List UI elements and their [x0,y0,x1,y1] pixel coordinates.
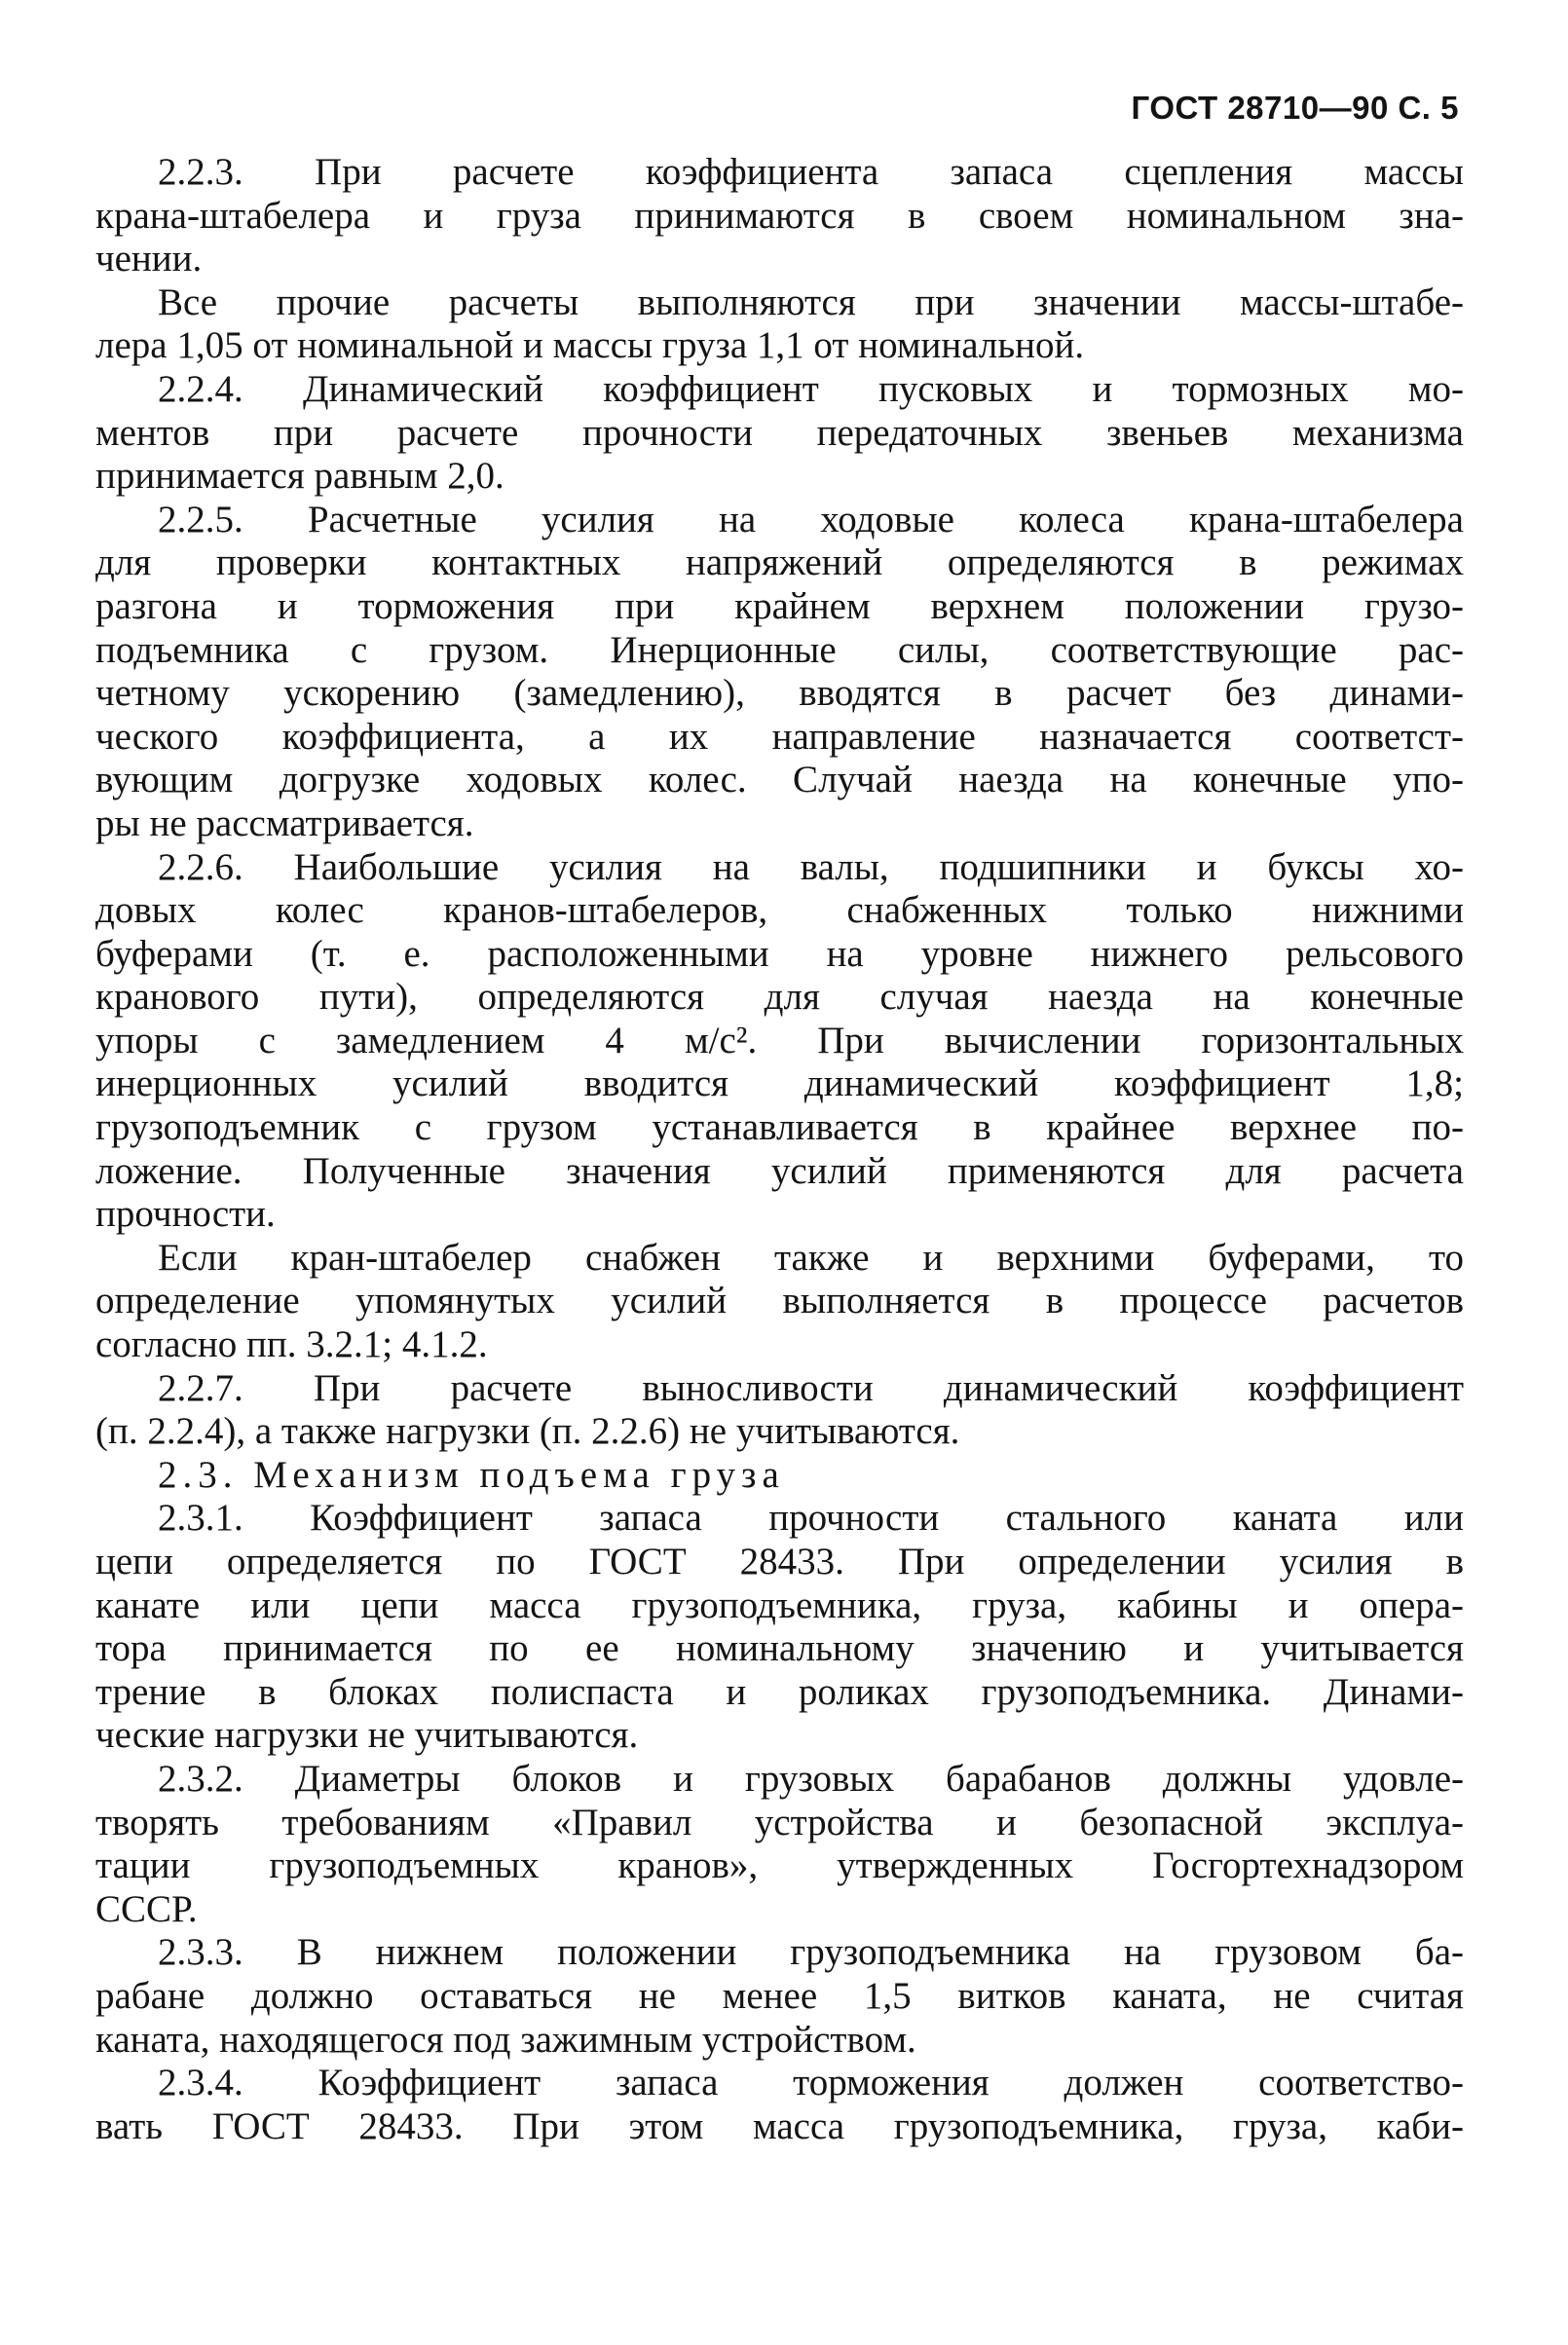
text-line: подъемника с грузом. Инерционные силы, соответствующие рас- [95,628,1464,671]
text-line: СССР. [95,1887,198,1930]
text-line: (п. 2.2.4), а также нагрузки (п. 2.2.6) не учитываются. [95,1410,960,1453]
text-line: рабане должно оставаться не менее 1,5 витков каната, не считая [95,1974,1464,2017]
text-line: 2.2.5. Расчетные усилия на ходовые колеса крана-штабелера [158,498,1464,540]
text-line: ры не рассматривается. [95,801,474,844]
text-line: буферами (т. е. расположенными на уровне нижнего рельсового [95,932,1464,975]
text-line: ментов при расчете прочности передаточных звеньев механизма [95,411,1464,454]
text-line: тации грузоподъемных кранов», утвержденных Госгортехнадзором [95,1844,1464,1887]
text-line: четному ускорению (замедлению), вводятся в расчет без динами- [95,672,1464,715]
text-line: чении. [95,238,203,280]
text-line: 2.2.3. При расчете коэффициента запаса сцепления массы [158,151,1464,193]
text-line: прочности. [95,1193,276,1236]
text-line: 2.3.1. Коэффициент запаса прочности стального каната или [158,1497,1464,1540]
text-line: 2.2.4. Динамический коэффициент пусковых и тормозных мо- [158,367,1464,410]
text-line: вать ГОСТ 28433. При этом масса грузоподъемника, груза, каби- [95,2104,1464,2147]
text-line: Все прочие расчеты выполняются при значении массы-штабе- [158,280,1464,323]
text-line: цепи определяется по ГОСТ 28433. При определении усилия в [95,1541,1464,1582]
text-line: ческие нагрузки не учитываются. [95,1714,639,1757]
text-line: инерционных усилий вводится динамический коэффициент 1,8; [95,1062,1464,1105]
text-line: 2.3.2. Диаметры блоков и грузовых барабанов должны удовле- [158,1757,1464,1800]
text-line: ложение. Полученные значения усилий применяются для расчета [95,1149,1464,1192]
text-line: согласно пп. 3.2.1; 4.1.2. [95,1323,488,1366]
text-line: вующим догрузке ходовых колес. Случай наезда на конечные упо- [95,759,1464,801]
text-line: 2.3.4. Коэффициент запаса торможения должен соответство- [158,2062,1464,2104]
text-line: 2.2.7. При расчете выносливости динамический коэффициент [158,1366,1464,1409]
page-header: ГОСТ 28710—90 С. 5 [1131,90,1459,126]
text-line: для проверки контактных напряжений определяются в режимах [95,541,1464,584]
text-line: Если кран-штабелер снабжен также и верхними буферами, то [158,1236,1464,1279]
text-line: 2.2.6. Наибольшие усилия на валы, подшипники и буксы хо- [158,845,1464,888]
text-line: упоры с замедлением 4 м/с². При вычислении горизонтальных [95,1019,1464,1061]
text-line: принимается равным 2,0. [95,455,504,498]
text-line: довых колес кранов-штабелеров, снабженных только нижними [95,889,1464,932]
text-line: 2.3. Механизм подъема груза [158,1453,785,1496]
text-line: определение упомянутых усилий выполняется в процессе расчетов [95,1280,1464,1322]
text-line: грузоподъемник с грузом устанавливается в крайнее верхнее по- [95,1106,1464,1149]
text-line: каната, находящегося под зажимным устройством. [95,2018,916,2061]
text-line: тора принимается по ее номинальному значению и учитывается [95,1627,1464,1670]
text-line: канате или цепи масса грузоподъемника, груза, кабины и опера- [95,1583,1464,1626]
text-line: ческого коэффициента, а их направление назначается соответст- [95,715,1464,758]
text-line: кранового пути), определяются для случая наезда на конечные [95,976,1464,1019]
text-line: 2.3.3. В нижнем положении грузоподъемника на грузовом ба- [158,1931,1464,1974]
document-body [95,151,1464,2148]
text-line: творять требованиям «Правил устройства и безопасной эксплуа- [95,1801,1464,1843]
text-line: крана-штабелера и груза принимаются в своем номинальном зна- [95,194,1464,237]
text-line: трение в блоках полиспаста и роликах грузоподъемника. Динами- [95,1670,1464,1713]
text-line: разгона и торможения при крайнем верхнем положении грузо- [95,584,1464,627]
text-line: лера 1,05 от номинальной и массы груза 1,1 от номинальной. [95,324,1085,367]
